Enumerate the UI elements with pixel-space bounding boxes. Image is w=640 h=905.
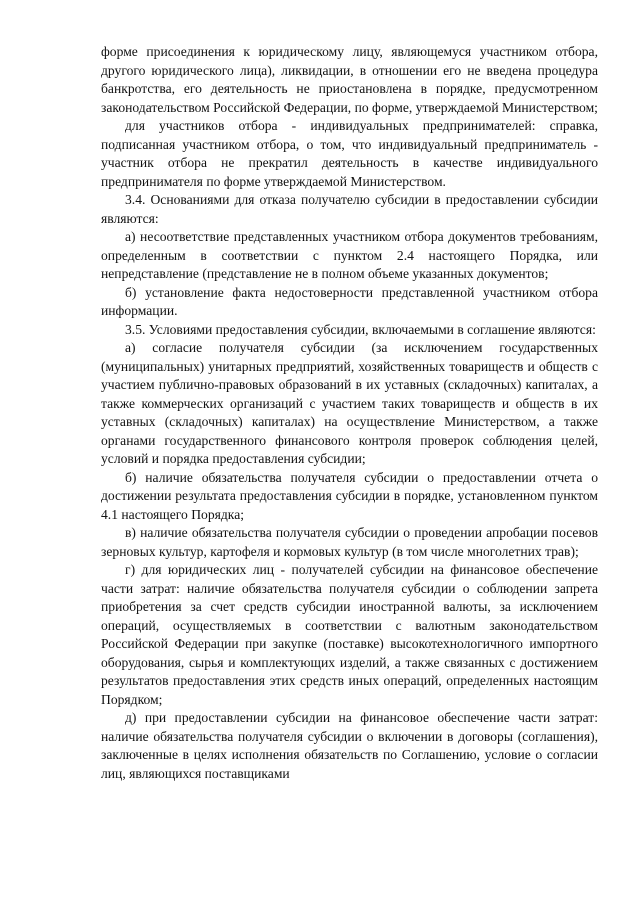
paragraph-3-4: 3.4. Основаниями для отказа получателю субсидии в предоставлении субсидии являются: [101, 192, 598, 226]
document-body [101, 43, 598, 783]
paragraph-3-5-d: д) при предоставлении субсидии на финансовое обеспечение части затрат: наличие обязательства получателя субсидии о включении в договоры (соглашения), заключенные в целях исполнения обязательств по Соглашению, условие о согласии лиц, являющихся поставщиками [101, 710, 598, 781]
paragraph-continuation: форме присоединения к юридическому лицу, являющемуся участником отбора, другого юридического лица), ликвидации, в отношении его не введена процедура банкротства, его деятельность не приостановлена в порядке, предусмотренном законодательством Российской Федерации, по форме, утверждаемой Министерством; [101, 44, 598, 115]
paragraph-3-5-g: г) для юридических лиц - получателей субсидии на финансовое обеспечение части затрат: наличие обязательства получателя субсидии о соблюдении запрета приобретения за счет средств субсидии иностранной валюты, за исключением операций, осуществляемых в соответствии с валютным законодательством Российской Федерации при закупке (поставке) высокотехнологичного импортного оборудования, сырья и комплектующих изделий, а также связанных с достижением результатов предоставления этих средств иных операций, определенных настоящим Порядком; [101, 562, 598, 707]
paragraph-3-5-v: в) наличие обязательства получателя субсидии о проведении апробации посевов зерновых культур, картофеля и кормовых культур (в том числе многолетних трав); [101, 525, 598, 559]
paragraph-3-5-b: б) наличие обязательства получателя субсидии о предоставлении отчета о достижении результата предоставления субсидии в порядке, установленном пунктом 4.1 настоящего Порядка; [101, 469, 598, 522]
paragraph-3-4-b: б) установление факта недостоверности представленной участником отбора информации. [101, 284, 598, 318]
paragraph-3-5-a: а) согласие получателя субсидии (за исключением государственных (муниципальных) унитарных предприятий, хозяйственных товариществ и обществ с участием публично-правовых образований в их уставных (складочных) капиталах, а также коммерческих организаций с участием таких товариществ и обществ в их уставных (складочных) капиталах) на осуществление Министерством, а также органами государственного финансового контроля проверок соблюдения целей, условий и порядка предоставления субсидии; [101, 340, 598, 466]
paragraph-3-5: 3.5. Условиями предоставления субсидии, включаемыми в соглашение являются: [125, 321, 596, 337]
paragraph-3-4-a: а) несоответствие представленных участником отбора документов требованиям, определенным в соответствии с пунктом 2.4 настоящего Порядка, или непредставление (представление не в полном объеме указанных документов; [101, 229, 598, 281]
paragraph-individual-entrepreneurs: для участников отбора - индивидуальных предпринимателей: справка, подписанная участником отбора, о том, что индивидуальный предприниматель - участник отбора не прекратил деятельность в качестве индивидуального предпринимателя по форме утверждаемой Министерством. [101, 118, 598, 189]
